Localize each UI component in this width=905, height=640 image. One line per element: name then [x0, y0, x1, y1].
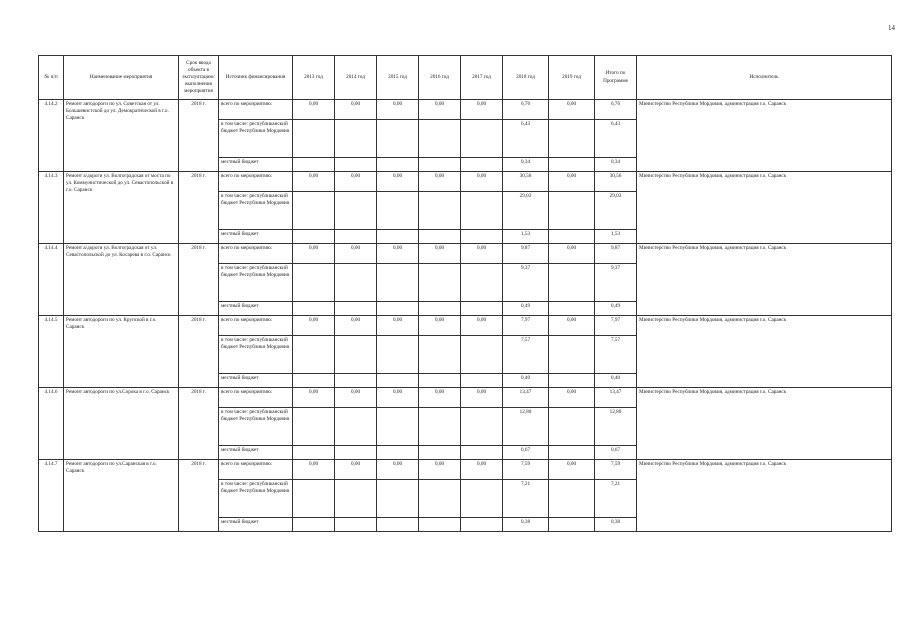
executor: Министерство Республики Мордовия, администрация г.о. Саранск [637, 244, 892, 316]
amount-total: 9,87 [595, 244, 637, 264]
table-row [39, 172, 892, 192]
table-row [39, 388, 892, 408]
measure-name: Ремонт а/дороги ул. Волгоградская от моста по ул. Коммунистической до ул. Севастопольской в г.о. Саранск [64, 172, 179, 244]
amount-total: 0,38 [595, 518, 637, 532]
amount-total: 29,03 [595, 192, 637, 230]
amount-2018: 0,49 [503, 302, 549, 316]
amount-2016: 0,00 [419, 388, 461, 408]
amount-2013 [293, 374, 335, 388]
completion-term: 2018 г. [179, 388, 219, 460]
amount-2017 [461, 264, 503, 302]
funding-source: всего по мероприятию: [219, 172, 293, 192]
amount-2018: 7,97 [503, 316, 549, 336]
measure-name: Ремонт автодороги по ул.Саранская в г.о. Саранск [64, 460, 179, 532]
funding-source: всего по мероприятию: [219, 316, 293, 336]
header-source: Источник финансирования [219, 56, 293, 100]
amount-total: 1,53 [595, 230, 637, 244]
amount-2018: 6,76 [503, 100, 549, 120]
amount-2017 [461, 446, 503, 460]
amount-2016 [419, 446, 461, 460]
program-table [38, 55, 892, 532]
header-executor: Исполнитель [637, 56, 892, 100]
amount-2014 [335, 408, 377, 446]
funding-source: местный бюджет [219, 446, 293, 460]
amount-2015: 0,00 [377, 316, 419, 336]
amount-2015 [377, 446, 419, 460]
amount-2017 [461, 120, 503, 158]
amount-2015 [377, 120, 419, 158]
amount-2015 [377, 302, 419, 316]
amount-2016 [419, 518, 461, 532]
amount-2019 [549, 230, 595, 244]
amount-2014 [335, 374, 377, 388]
funding-source: местный бюджет [219, 302, 293, 316]
amount-2017 [461, 518, 503, 532]
executor: Министерство Республики Мордовия, администрация г.о. Саранск [637, 388, 892, 460]
amount-2016 [419, 230, 461, 244]
amount-total: 7,57 [595, 336, 637, 374]
amount-2018: 9,87 [503, 244, 549, 264]
amount-2018: 7,59 [503, 460, 549, 480]
amount-2014 [335, 264, 377, 302]
measure-name: Ремонт автодороги по ул. Крупской в г.о. Саранск [64, 316, 179, 388]
amount-2015 [377, 480, 419, 518]
completion-term: 2018 г. [179, 172, 219, 244]
table-row [39, 100, 892, 120]
amount-2017 [461, 408, 503, 446]
table-row [39, 316, 892, 336]
funding-source: в том числе: республиканский бюджет Республики Мордовия [219, 480, 293, 518]
amount-total: 30,56 [595, 172, 637, 192]
amount-2017 [461, 480, 503, 518]
amount-2015: 0,00 [377, 460, 419, 480]
amount-2014: 0,00 [335, 244, 377, 264]
amount-2018: 0,40 [503, 374, 549, 388]
header-term: Срок ввода объекта в эксплуатацию/ выполнения мероприятия [179, 56, 219, 100]
header-2015: 2015 год [377, 56, 419, 100]
amount-total: 7,21 [595, 480, 637, 518]
funding-source: местный бюджет [219, 374, 293, 388]
amount-2015 [377, 192, 419, 230]
amount-total: 12,80 [595, 408, 637, 446]
funding-source: местный бюджет [219, 230, 293, 244]
amount-2013 [293, 336, 335, 374]
funding-source: всего по мероприятию: [219, 460, 293, 480]
amount-2014 [335, 158, 377, 172]
amount-2013: 0,00 [293, 244, 335, 264]
amount-2017 [461, 230, 503, 244]
amount-2017 [461, 302, 503, 316]
amount-2016: 0,00 [419, 100, 461, 120]
amount-total: 0,67 [595, 446, 637, 460]
amount-2015 [377, 336, 419, 374]
amount-2014: 0,00 [335, 316, 377, 336]
amount-2018: 29,03 [503, 192, 549, 230]
row-number: 4.14.6 [39, 388, 64, 460]
executor: Министерство Республики Мордовия, администрация г.о. Саранск [637, 460, 892, 532]
amount-total: 6,43 [595, 120, 637, 158]
amount-2017: 0,00 [461, 172, 503, 192]
amount-2013 [293, 480, 335, 518]
amount-2016 [419, 120, 461, 158]
table-row [39, 460, 892, 480]
header-2019: 2019 год [549, 56, 595, 100]
amount-2016: 0,00 [419, 244, 461, 264]
amount-2016 [419, 408, 461, 446]
amount-2014: 0,00 [335, 388, 377, 408]
amount-2014 [335, 120, 377, 158]
amount-2013: 0,00 [293, 388, 335, 408]
amount-2013 [293, 192, 335, 230]
amount-2018: 0,67 [503, 446, 549, 460]
amount-total: 0,40 [595, 374, 637, 388]
funding-source: в том числе: республиканский бюджет Республики Мордовия [219, 120, 293, 158]
amount-2019: 0,00 [549, 460, 595, 480]
amount-2015 [377, 230, 419, 244]
amount-2013 [293, 446, 335, 460]
amount-2019 [549, 374, 595, 388]
amount-2017: 0,00 [461, 244, 503, 264]
executor: Министерство Республики Мордовия, администрация г.о. Саранск [637, 100, 892, 172]
amount-2019: 0,00 [549, 388, 595, 408]
amount-2017 [461, 192, 503, 230]
amount-2014 [335, 480, 377, 518]
amount-2018: 30,56 [503, 172, 549, 192]
amount-2018: 7,21 [503, 480, 549, 518]
amount-2019 [549, 336, 595, 374]
amount-2013 [293, 230, 335, 244]
amount-2016 [419, 374, 461, 388]
amount-2019 [549, 192, 595, 230]
amount-2019 [549, 264, 595, 302]
row-number: 4.14.7 [39, 460, 64, 532]
measure-name: Ремонт автодороги по ул.Сорока в г.о. Саранск [64, 388, 179, 460]
amount-2016 [419, 192, 461, 230]
amount-2018: 13,47 [503, 388, 549, 408]
amount-2019 [549, 480, 595, 518]
amount-2014: 0,00 [335, 100, 377, 120]
amount-2017 [461, 374, 503, 388]
amount-2013 [293, 120, 335, 158]
amount-2019: 0,00 [549, 244, 595, 264]
funding-source: в том числе: республиканский бюджет Республики Мордовия [219, 336, 293, 374]
amount-2019 [549, 446, 595, 460]
amount-2017 [461, 158, 503, 172]
executor: Министерство Республики Мордовия, администрация г.о. Саранск [637, 172, 892, 244]
amount-2013 [293, 408, 335, 446]
header-2018: 2018 год [503, 56, 549, 100]
amount-2018: 0,34 [503, 158, 549, 172]
amount-2015: 0,00 [377, 172, 419, 192]
amount-2017: 0,00 [461, 316, 503, 336]
page-number: 14 [888, 24, 895, 32]
amount-2018: 0,38 [503, 518, 549, 532]
funding-source: местный бюджет [219, 518, 293, 532]
amount-2015 [377, 374, 419, 388]
measure-name: Ремонт автодороги по ул. Советская от ул. Большевистской до ул. Демократической в г.о. Саранск [64, 100, 179, 172]
funding-source: в том числе: республиканский бюджет Республики Мордовия [219, 192, 293, 230]
amount-2016 [419, 264, 461, 302]
amount-2014 [335, 518, 377, 532]
funding-source: всего по мероприятию: [219, 244, 293, 264]
amount-2013 [293, 158, 335, 172]
amount-2016 [419, 158, 461, 172]
amount-total: 9,37 [595, 264, 637, 302]
amount-2018: 12,80 [503, 408, 549, 446]
amount-total: 0,49 [595, 302, 637, 316]
funding-source: всего по мероприятию: [219, 100, 293, 120]
completion-term: 2018 г. [179, 100, 219, 172]
completion-term: 2018 г. [179, 460, 219, 532]
amount-2015: 0,00 [377, 100, 419, 120]
header-2016: 2016 год [419, 56, 461, 100]
amount-2016 [419, 480, 461, 518]
amount-total: 6,76 [595, 100, 637, 120]
amount-2018: 6,43 [503, 120, 549, 158]
row-number: 4.14.4 [39, 244, 64, 316]
amount-2016 [419, 336, 461, 374]
amount-2017: 0,00 [461, 388, 503, 408]
amount-2019 [549, 302, 595, 316]
header-2014: 2014 год [335, 56, 377, 100]
amount-2019 [549, 120, 595, 158]
amount-total: 7,97 [595, 316, 637, 336]
header-2013: 2013 год [293, 56, 335, 100]
completion-term: 2018 г. [179, 316, 219, 388]
amount-total: 0,34 [595, 158, 637, 172]
amount-2015 [377, 408, 419, 446]
amount-2019: 0,00 [549, 172, 595, 192]
measure-name: Ремонт а/дороги ул. Волгоградская от ул. Севастопольской до ул. Косарева в г.о. Саранск [64, 244, 179, 316]
amount-2013 [293, 302, 335, 316]
amount-2013 [293, 518, 335, 532]
funding-source: всего по мероприятию: [219, 388, 293, 408]
table-header-row [39, 56, 892, 100]
amount-2013: 0,00 [293, 172, 335, 192]
amount-2014 [335, 230, 377, 244]
amount-2018: 7,57 [503, 336, 549, 374]
row-number: 4.14.2 [39, 100, 64, 172]
amount-2014 [335, 336, 377, 374]
completion-term: 2018 г. [179, 244, 219, 316]
amount-2014 [335, 192, 377, 230]
amount-2017 [461, 336, 503, 374]
row-number: 4.14.3 [39, 172, 64, 244]
amount-total: 13,47 [595, 388, 637, 408]
amount-2016: 0,00 [419, 172, 461, 192]
amount-2019 [549, 518, 595, 532]
amount-2019: 0,00 [549, 100, 595, 120]
amount-2018: 9,37 [503, 264, 549, 302]
amount-2015: 0,00 [377, 388, 419, 408]
header-num: № п/п [39, 56, 64, 100]
executor: Министерство Республики Мордовия, администрация г.о. Саранск [637, 316, 892, 388]
amount-2013: 0,00 [293, 100, 335, 120]
amount-2015: 0,00 [377, 244, 419, 264]
amount-2014 [335, 446, 377, 460]
amount-2019: 0,00 [549, 316, 595, 336]
funding-source: в том числе: республиканский бюджет Республики Мордовия [219, 408, 293, 446]
amount-2017: 0,00 [461, 100, 503, 120]
funding-source: в том числе: республиканский бюджет Республики Мордовия [219, 264, 293, 302]
header-name: Наименование мероприятия [64, 56, 179, 100]
header-2017: 2017 год [461, 56, 503, 100]
amount-2013: 0,00 [293, 316, 335, 336]
amount-2016: 0,00 [419, 460, 461, 480]
amount-2015 [377, 518, 419, 532]
amount-2014: 0,00 [335, 172, 377, 192]
amount-2018: 1,53 [503, 230, 549, 244]
table-row [39, 244, 892, 264]
amount-2017: 0,00 [461, 460, 503, 480]
header-total: Итого по Программе [595, 56, 637, 100]
amount-2015 [377, 158, 419, 172]
amount-2014 [335, 302, 377, 316]
amount-2013: 0,00 [293, 460, 335, 480]
amount-2013 [293, 264, 335, 302]
amount-total: 7,59 [595, 460, 637, 480]
amount-2014: 0,00 [335, 460, 377, 480]
amount-2015 [377, 264, 419, 302]
amount-2019 [549, 408, 595, 446]
row-number: 4.14.5 [39, 316, 64, 388]
amount-2016: 0,00 [419, 316, 461, 336]
amount-2019 [549, 158, 595, 172]
funding-source: местный бюджет [219, 158, 293, 172]
amount-2016 [419, 302, 461, 316]
